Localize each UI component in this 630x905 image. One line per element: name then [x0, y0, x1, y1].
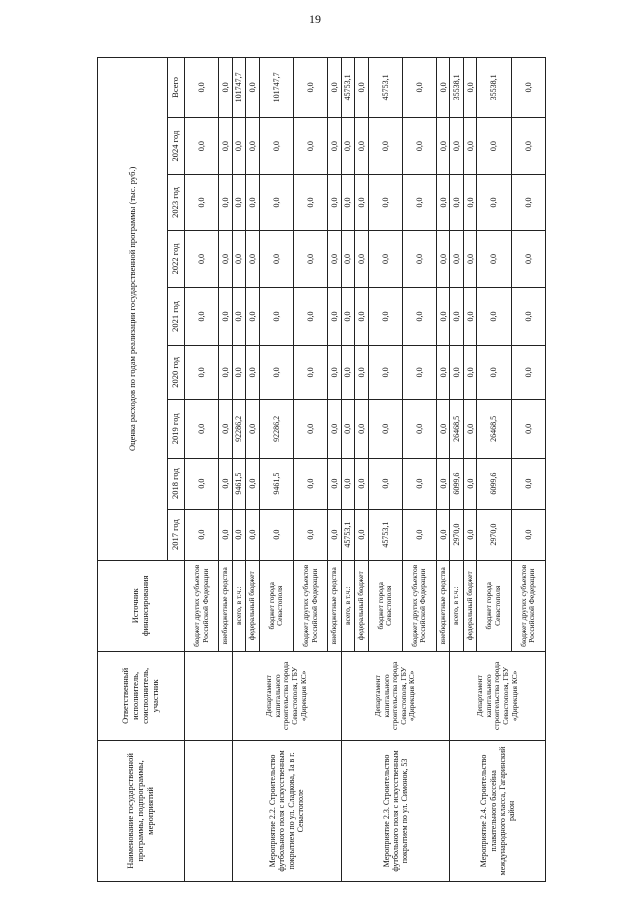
rotated-table-container [97, 57, 546, 882]
year-value: 0,0 [450, 288, 463, 346]
year-value: 0,0 [477, 117, 511, 175]
year-value: 0,0 [463, 509, 476, 560]
activity-name [185, 740, 233, 881]
year-value: 0,0 [437, 230, 450, 288]
header-source: Источник финансирования [98, 560, 185, 651]
year-value: 0,0 [341, 345, 354, 399]
year-value: 0,0 [368, 117, 402, 175]
funding-source: бюджет других субъектов Российской Федерации [511, 560, 545, 651]
header-estimate: Оценка расходов по годам реализации государственной программы (тыс. руб.) [98, 58, 168, 561]
year-value: 0,0 [402, 288, 436, 346]
header-responsible: Ответственный исполнитель, соисполнитель, участник [98, 651, 185, 740]
header-year: 2024 год [168, 117, 185, 175]
total-value: 35538,1 [450, 58, 463, 118]
total-value: 0,0 [246, 58, 259, 118]
year-value: 0,0 [259, 175, 293, 230]
year-value: 0,0 [259, 230, 293, 288]
funding-source: федеральный бюджет [246, 560, 259, 651]
year-value: 0,0 [477, 345, 511, 399]
year-value: 0,0 [328, 400, 341, 459]
budget-table [97, 57, 546, 882]
year-value: 45753,1 [341, 509, 354, 560]
year-value: 0,0 [355, 345, 368, 399]
year-value: 0,0 [232, 288, 245, 346]
year-value: 0,0 [246, 288, 259, 346]
funding-source: федеральный бюджет [463, 560, 476, 651]
year-value: 0,0 [355, 175, 368, 230]
activity-name: Мероприятие 2.2. Строительство футбольного поля с искусственным покрытием по ул. Сладкова, 1а в г. Севастополе [232, 740, 341, 881]
responsible-executor: Департамент капитального строительства города Севастополя, ГБУ «Дирекция КС» [341, 651, 450, 740]
year-value: 0,0 [232, 345, 245, 399]
year-value: 0,0 [246, 345, 259, 399]
responsible-executor: Департамент капитального строительства города Севастополя, ГБУ «Дирекция КС» [232, 651, 341, 740]
year-value: 0,0 [246, 509, 259, 560]
year-value: 0,0 [511, 117, 545, 175]
year-value: 26468,5 [450, 400, 463, 459]
year-value: 0,0 [368, 345, 402, 399]
year-value: 0,0 [219, 117, 232, 175]
total-value: 0,0 [328, 58, 341, 118]
year-value: 0,0 [368, 288, 402, 346]
responsible-executor: Департамент капитального строительства города Севастополя, ГБУ «Дирекция КС» [450, 651, 546, 740]
year-value: 0,0 [328, 345, 341, 399]
activity-name: Мероприятие 2.4. Строительство плавательного бассейна международного класса, Гагаринский район [450, 740, 546, 881]
year-value: 0,0 [246, 400, 259, 459]
funding-source: всего, в т.ч.: [341, 560, 354, 651]
year-value: 0,0 [185, 175, 219, 230]
year-value: 0,0 [259, 345, 293, 399]
year-value: 0,0 [355, 230, 368, 288]
total-value: 0,0 [355, 58, 368, 118]
year-value: 0,0 [232, 509, 245, 560]
year-value: 2970,0 [477, 509, 511, 560]
header-year: 2023 год [168, 175, 185, 230]
header-year: 2018 год [168, 458, 185, 509]
page-number: 19 [309, 12, 321, 26]
year-value: 0,0 [368, 230, 402, 288]
year-value: 0,0 [437, 175, 450, 230]
year-value: 0,0 [511, 175, 545, 230]
funding-source: бюджет города Севастополя [477, 560, 511, 651]
year-value: 0,0 [328, 509, 341, 560]
year-value: 0,0 [437, 345, 450, 399]
year-value: 0,0 [437, 117, 450, 175]
year-value: 0,0 [450, 345, 463, 399]
year-value: 0,0 [402, 230, 436, 288]
year-value: 0,0 [477, 230, 511, 288]
header-year: 2022 год [168, 230, 185, 288]
year-value: 0,0 [368, 175, 402, 230]
header-year: Всего [168, 58, 185, 118]
year-value: 6099,6 [450, 458, 463, 509]
activity-name: Мероприятие 2.3. Строительство футбольного поля с искусственным покрытием по ул. Симонок, 53 [341, 740, 450, 881]
year-value: 0,0 [402, 509, 436, 560]
year-value: 0,0 [402, 345, 436, 399]
funding-source: бюджет других субъектов Российской Федерации [185, 560, 219, 651]
year-value: 0,0 [355, 117, 368, 175]
year-value: 0,0 [355, 288, 368, 346]
year-value: 0,0 [185, 400, 219, 459]
year-value: 0,0 [511, 230, 545, 288]
year-value: 0,0 [293, 458, 327, 509]
year-value: 0,0 [437, 400, 450, 459]
year-value: 0,0 [511, 458, 545, 509]
year-value: 0,0 [437, 458, 450, 509]
total-value: 0,0 [437, 58, 450, 118]
year-value: 0,0 [219, 400, 232, 459]
year-value: 0,0 [185, 458, 219, 509]
header-year: 2021 год [168, 288, 185, 346]
year-value: 92286,2 [259, 400, 293, 459]
funding-source: внебюджетные средства [219, 560, 232, 651]
year-value: 0,0 [232, 175, 245, 230]
year-value: 0,0 [341, 288, 354, 346]
year-value: 0,0 [355, 458, 368, 509]
table-row [341, 58, 354, 882]
year-value: 0,0 [246, 175, 259, 230]
year-value: 0,0 [511, 345, 545, 399]
year-value: 0,0 [219, 175, 232, 230]
year-value: 0,0 [328, 288, 341, 346]
year-value: 0,0 [341, 458, 354, 509]
year-value: 0,0 [185, 117, 219, 175]
total-value: 0,0 [511, 58, 545, 118]
year-value: 0,0 [185, 288, 219, 346]
table-row [232, 58, 245, 882]
year-value: 0,0 [328, 230, 341, 288]
year-value: 0,0 [355, 400, 368, 459]
year-value: 0,0 [341, 175, 354, 230]
year-value: 0,0 [368, 458, 402, 509]
year-value: 0,0 [463, 458, 476, 509]
table-row [450, 58, 463, 882]
year-value: 0,0 [402, 117, 436, 175]
year-value: 92286,2 [232, 400, 245, 459]
year-value: 9461,5 [259, 458, 293, 509]
year-value: 0,0 [293, 509, 327, 560]
total-value: 101747,7 [259, 58, 293, 118]
year-value: 0,0 [246, 458, 259, 509]
year-value: 0,0 [219, 230, 232, 288]
year-value: 0,0 [450, 175, 463, 230]
year-value: 0,0 [463, 288, 476, 346]
year-value: 0,0 [259, 288, 293, 346]
header-year: 2019 год [168, 400, 185, 459]
total-value: 0,0 [293, 58, 327, 118]
total-value: 101747,7 [232, 58, 245, 118]
year-value: 0,0 [219, 458, 232, 509]
funding-source: всего, в т.ч.: [450, 560, 463, 651]
year-value: 0,0 [511, 400, 545, 459]
total-value: 45753,1 [368, 58, 402, 118]
year-value: 0,0 [293, 117, 327, 175]
total-value: 35538,1 [477, 58, 511, 118]
table-header [98, 58, 185, 882]
year-value: 0,0 [293, 400, 327, 459]
total-value: 0,0 [185, 58, 219, 118]
table-body [185, 58, 546, 882]
year-value: 0,0 [219, 288, 232, 346]
year-value: 0,0 [463, 175, 476, 230]
year-value: 0,0 [219, 509, 232, 560]
table-row [185, 58, 219, 882]
year-value: 0,0 [328, 117, 341, 175]
year-value: 0,0 [437, 509, 450, 560]
funding-source: бюджет города Севастополя [259, 560, 293, 651]
total-value: 0,0 [402, 58, 436, 118]
year-value: 0,0 [293, 175, 327, 230]
header-year: 2020 год [168, 345, 185, 399]
year-value: 0,0 [463, 230, 476, 288]
year-value: 0,0 [246, 230, 259, 288]
header-name: Наименование государственной программы, подпрограммы, мероприятий [98, 740, 185, 881]
year-value: 0,0 [185, 509, 219, 560]
funding-source: внебюджетные средства [437, 560, 450, 651]
year-value: 0,0 [463, 345, 476, 399]
year-value: 45753,1 [368, 509, 402, 560]
funding-source: бюджет города Севастополя [368, 560, 402, 651]
year-value: 0,0 [219, 345, 232, 399]
year-value: 0,0 [437, 288, 450, 346]
year-value: 0,0 [450, 230, 463, 288]
year-value: 0,0 [402, 458, 436, 509]
year-value: 0,0 [246, 117, 259, 175]
year-value: 0,0 [328, 175, 341, 230]
year-value: 0,0 [341, 117, 354, 175]
year-value: 0,0 [328, 458, 341, 509]
year-value: 0,0 [402, 175, 436, 230]
year-value: 0,0 [232, 230, 245, 288]
responsible-executor [185, 651, 233, 740]
funding-source: внебюджетные средства [328, 560, 341, 651]
year-value: 0,0 [341, 230, 354, 288]
year-value: 0,0 [477, 288, 511, 346]
total-value: 0,0 [219, 58, 232, 118]
year-value: 0,0 [511, 509, 545, 560]
header-year: 2017 год [168, 509, 185, 560]
funding-source: федеральный бюджет [355, 560, 368, 651]
year-value: 9461,5 [232, 458, 245, 509]
year-value: 0,0 [293, 345, 327, 399]
year-value: 0,0 [259, 509, 293, 560]
year-value: 6099,6 [477, 458, 511, 509]
year-value: 0,0 [511, 288, 545, 346]
year-value: 0,0 [293, 288, 327, 346]
funding-source: бюджет других субъектов Российской Федерации [402, 560, 436, 651]
year-value: 0,0 [477, 175, 511, 230]
year-value: 0,0 [293, 230, 327, 288]
year-value: 0,0 [463, 400, 476, 459]
year-value: 0,0 [368, 400, 402, 459]
funding-source: всего, в т.ч.: [232, 560, 245, 651]
year-value: 0,0 [232, 117, 245, 175]
year-value: 0,0 [355, 509, 368, 560]
total-value: 0,0 [463, 58, 476, 118]
total-value: 45753,1 [341, 58, 354, 118]
year-value: 0,0 [341, 400, 354, 459]
year-value: 0,0 [259, 117, 293, 175]
year-value: 0,0 [450, 117, 463, 175]
year-value: 0,0 [463, 117, 476, 175]
funding-source: бюджет других субъектов Российской Федерации [293, 560, 327, 651]
year-value: 0,0 [185, 345, 219, 399]
year-value: 2970,0 [450, 509, 463, 560]
year-value: 0,0 [402, 400, 436, 459]
year-value: 26468,5 [477, 400, 511, 459]
year-value: 0,0 [185, 230, 219, 288]
